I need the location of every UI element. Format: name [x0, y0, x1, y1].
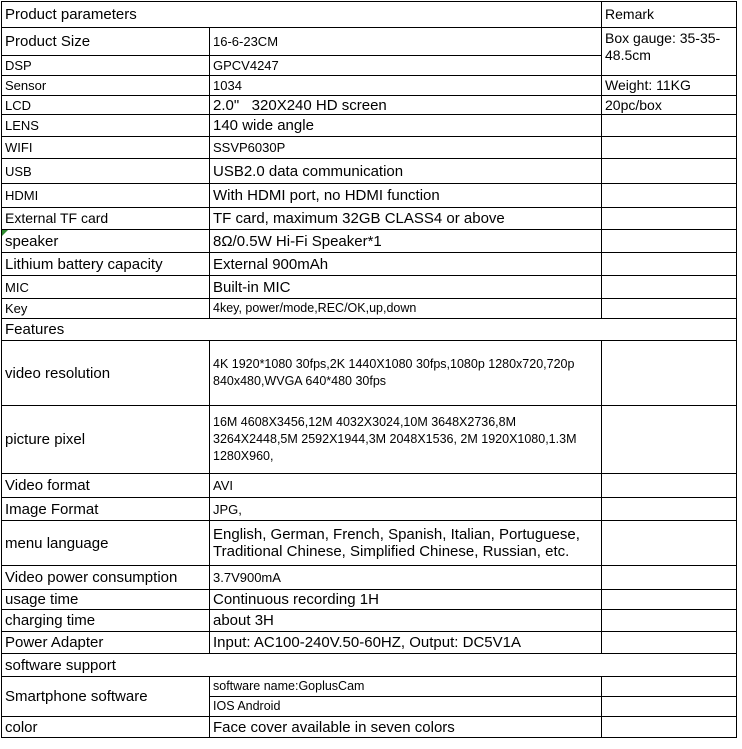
row-label: LENS — [2, 115, 210, 137]
table-row — [2, 276, 737, 299]
remark-box-gauge: Box gauge: 35-35-48.5cm — [602, 28, 737, 76]
table-row — [2, 590, 737, 610]
row-label: External TF card — [2, 208, 210, 230]
row-value: 4K 1920*1080 30fps,2K 1440X1080 30fps,1080p 1280x720,720p 840x480,WVGA 640*480 30fps — [210, 341, 602, 406]
row-label: Video power consumption — [2, 566, 210, 590]
row-label — [2, 230, 210, 253]
row-value: Face cover available in seven colors — [210, 717, 602, 738]
row-value: IOS Android — [210, 697, 602, 717]
table-row — [2, 2, 737, 28]
table-row — [2, 230, 737, 253]
row-label: color — [2, 717, 210, 738]
table-row — [2, 299, 737, 319]
table-row — [2, 677, 737, 697]
table-row — [2, 406, 737, 474]
table-row — [2, 115, 737, 137]
table-row — [2, 184, 737, 208]
row-label: Image Format — [2, 498, 210, 521]
table-row — [2, 253, 737, 276]
table-title: Product parameters — [2, 2, 602, 28]
row-value: 2.0" 320X240 HD screen — [210, 96, 602, 115]
row-label: Lithium battery capacity — [2, 253, 210, 276]
table-row — [2, 341, 737, 406]
row-value: 16-6-23CM — [210, 28, 602, 56]
table-row — [2, 208, 737, 230]
table-row — [2, 137, 737, 159]
row-label: LCD — [2, 96, 210, 115]
row-value: TF card, maximum 32GB CLASS4 or above — [210, 208, 602, 230]
row-value: External 900mAh — [210, 253, 602, 276]
table-row — [2, 28, 737, 56]
row-value: Built-in MIC — [210, 276, 602, 299]
row-label: video resolution — [2, 341, 210, 406]
row-label: USB — [2, 159, 210, 184]
table-row — [2, 566, 737, 590]
row-value: software name:GoplusCam — [210, 677, 602, 697]
section-title-software: software support — [2, 654, 737, 677]
row-label: DSP — [2, 56, 210, 76]
spec-table — [1, 1, 737, 738]
row-value: 1034 — [210, 76, 602, 96]
table-row — [2, 76, 737, 96]
table-row — [2, 717, 737, 738]
row-value: 4key, power/mode,REC/OK,up,down — [210, 299, 602, 319]
section-title-features: Features — [2, 319, 737, 341]
row-value: 140 wide angle — [210, 115, 602, 137]
row-label: Smartphone software — [2, 677, 210, 717]
row-label: Product Size — [2, 28, 210, 56]
row-value: SSVP6030P — [210, 137, 602, 159]
row-label: Power Adapter — [2, 632, 210, 654]
row-label: Key — [2, 299, 210, 319]
remark-per-box: 20pc/box — [602, 96, 737, 115]
row-value: With HDMI port, no HDMI function — [210, 184, 602, 208]
row-label: Sensor — [2, 76, 210, 96]
row-value: 3.7V900mA — [210, 566, 602, 590]
row-label: picture pixel — [2, 406, 210, 474]
row-value: JPG, — [210, 498, 602, 521]
table-row — [2, 319, 737, 341]
row-value: USB2.0 data communication — [210, 159, 602, 184]
table-row — [2, 159, 737, 184]
table-row — [2, 632, 737, 654]
table-row — [2, 96, 737, 115]
row-value: English, German, French, Spanish, Italian, Portuguese, Traditional Chinese, Simplified Chinese, Russian, etc. — [210, 521, 602, 566]
row-label: charging time — [2, 610, 210, 632]
speaker-label: speaker — [5, 232, 59, 250]
row-label: WIFI — [2, 137, 210, 159]
comment-marker — [2, 230, 8, 236]
table-row — [2, 654, 737, 677]
row-value: 8Ω/0.5W Hi-Fi Speaker*1 — [210, 230, 602, 253]
row-label: MIC — [2, 276, 210, 299]
row-value: 16M 4608X3456,12M 4032X3024,10M 3648X2736,8M 3264X2448,5M 2592X1944,3M 2048X1536, 2M 1920X1080,1.3M 1280X960, — [210, 406, 602, 474]
remark-weight: Weight: 11KG — [602, 76, 737, 96]
row-value: GPCV4247 — [210, 56, 602, 76]
row-value: AVI — [210, 474, 602, 498]
remark-header: Remark — [602, 2, 737, 28]
row-value: about 3H — [210, 610, 602, 632]
row-label: HDMI — [2, 184, 210, 208]
row-value: Continuous recording 1H — [210, 590, 602, 610]
table-row — [2, 498, 737, 521]
table-row — [2, 474, 737, 498]
row-label: Video format — [2, 474, 210, 498]
row-value: Input: AC100-240V.50-60HZ, Output: DC5V1A — [210, 632, 602, 654]
table-row — [2, 610, 737, 632]
row-label: menu language — [2, 521, 210, 566]
row-label: usage time — [2, 590, 210, 610]
table-row — [2, 521, 737, 566]
